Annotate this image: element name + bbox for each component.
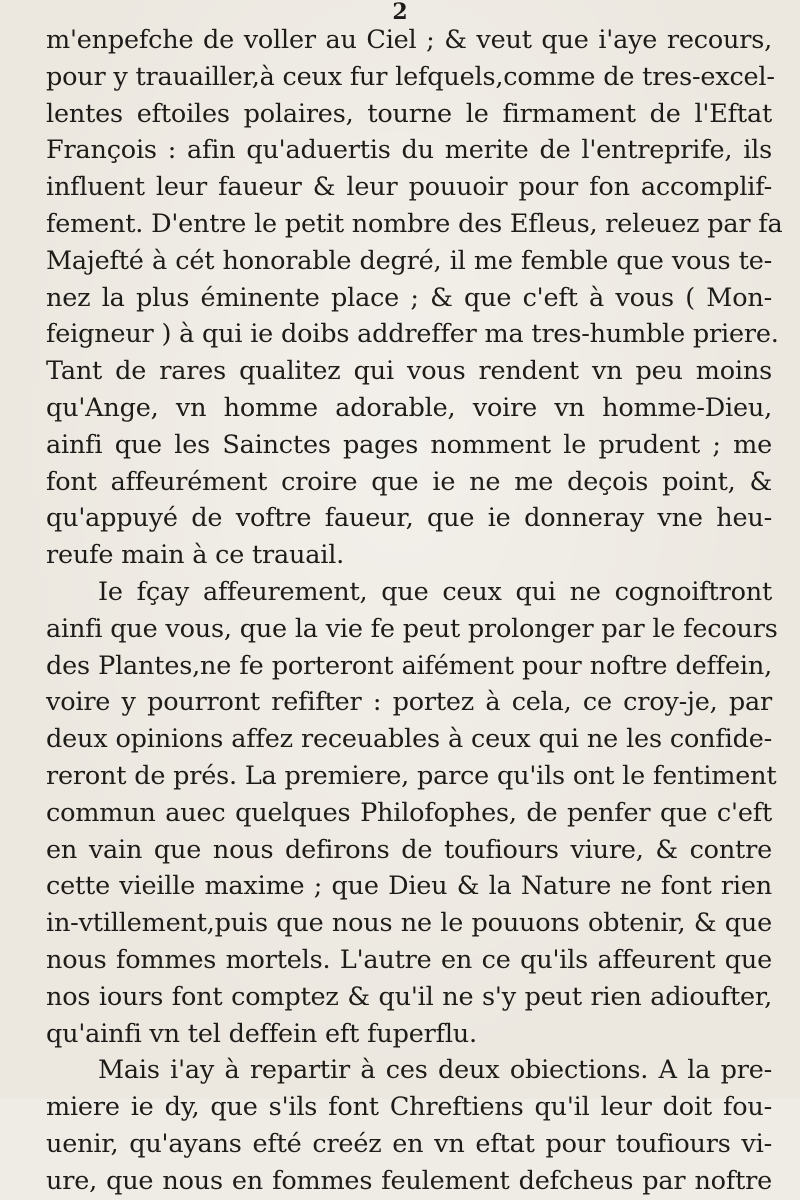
text-line: deux opinions affez receuables à ceux qui ne les confide- <box>46 724 772 755</box>
text-line: qu'appuyé de voftre faueur, que ie donneray vne heu- <box>46 503 772 534</box>
text-line: qu'Ange, vn homme adorable, voire vn homme-Dieu, <box>46 392 772 423</box>
text-line: en vain que nous defirons de toufiours viure, & contre <box>46 834 772 865</box>
text-line: miere ie dy, que s'ils font Chreftiens qu'il leur doit fou- <box>46 1092 772 1123</box>
text-line: in-vtillement,puis que nous ne le pouuons obtenir, & que <box>46 908 772 939</box>
text-line: voire y pourront refifter : portez à cela, ce croy-je, par <box>46 687 772 718</box>
text-line: Tant de rares qualitez qui vous rendent vn peu moins <box>46 356 772 387</box>
text-line: commun auec quelques Philofophes, de penfer que c'eft <box>46 797 772 828</box>
text-line: nous fommes mortels. L'autre en ce qu'ils affeurent que <box>46 944 772 975</box>
page-number: 2 <box>392 0 408 25</box>
text-line: Ie fçay affeurement, que ceux qui ne cognoiftront <box>98 576 772 607</box>
text-line: uenir, qu'ayans efté creéz en vn eftat pour toufiours vi- <box>46 1128 772 1159</box>
body-text <box>46 22 783 1200</box>
text-line: lentes eftoiles polaires, tourne le firmament de l'Eftat <box>46 98 772 129</box>
text-line: Majefté à cét honorable degré, il me femble que vous te- <box>46 245 772 276</box>
text-line: des Plantes,ne fe porteront aifément pour noftre deffein, <box>46 650 772 681</box>
text-line: reufe main à ce trauail. <box>46 540 345 571</box>
text-line: nez la plus éminente place ; & que c'eft à vous ( Mon- <box>46 282 772 313</box>
text-line: ure, que nous en fommes feulement defcheus par noftre <box>46 1165 772 1196</box>
text-line: feigneur ) à qui ie doibs addreffer ma tres-humble priere. <box>46 319 779 350</box>
text-line: fement. D'entre le petit nombre des Efleus, releuez par fa <box>46 208 783 239</box>
text-line: François : afin qu'aduertis du merite de l'entreprife, ils <box>46 135 772 166</box>
text-line: ainfi que vous, que la vie fe peut prolonger par le fecours <box>46 613 778 644</box>
text-line: ainfi que les Sainctes pages nomment le prudent ; me <box>46 429 772 460</box>
text-line: influent leur faueur & leur pouuoir pour fon accomplif- <box>46 172 772 203</box>
text-line: reront de prés. La premiere, parce qu'ils ont le fentiment <box>46 760 777 791</box>
text-line: m'enpefche de voller au Ciel ; & veut que i'aye recours, <box>46 25 772 55</box>
text-line: qu'ainfi vn tel deffein eft fuperflu. <box>46 1018 477 1049</box>
text-line: font affeurément croire que ie ne me deçois point, & <box>46 466 772 497</box>
text-line: nos iours font comptez & qu'il ne s'y peut rien adioufter, <box>46 981 772 1012</box>
text-line: Mais i'ay à repartir à ces deux obiections. A la pre- <box>98 1055 772 1086</box>
text-line: cette vieille maxime ; que Dieu & la Nature ne font rien <box>46 871 772 902</box>
text-line: pour y trauailler,à ceux fur lefquels,comme de tres-excel- <box>46 61 775 92</box>
